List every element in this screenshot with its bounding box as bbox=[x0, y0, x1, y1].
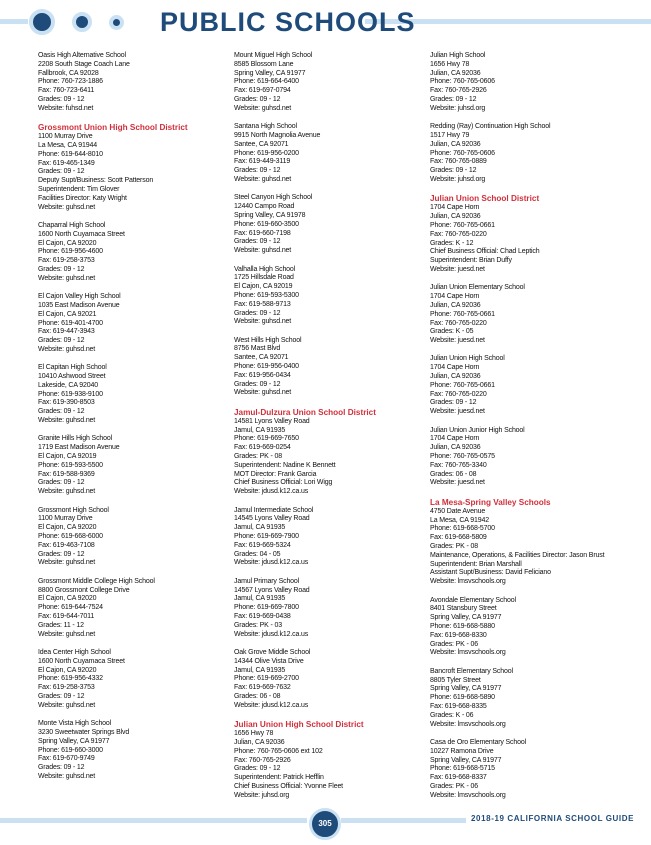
entry-line: Superintendent: Brian Duffy bbox=[430, 257, 512, 265]
entry-line: Jamul, CA 91935 bbox=[234, 666, 286, 674]
school-entry bbox=[234, 194, 419, 256]
school-entry bbox=[430, 668, 620, 730]
entry-grades: Grades: 09 - 12 bbox=[430, 399, 477, 407]
entry-fax: Fax: 619-258-3753 bbox=[38, 257, 95, 265]
entry-grades: Grades: K - 06 bbox=[430, 711, 474, 719]
school-name: Redding (Ray) Continuation High School bbox=[430, 123, 551, 131]
entry-website: Website: juesd.net bbox=[430, 479, 485, 487]
entry-phone: Phone: 619-668-5715 bbox=[430, 765, 495, 773]
entry-line: 1656 Hwy 78 bbox=[430, 60, 470, 68]
school-name: Julian Union High School bbox=[430, 355, 505, 363]
entry-line: Spring Valley, CA 91977 bbox=[430, 756, 502, 764]
entry-fax: Fax: 619-390-8503 bbox=[38, 399, 95, 407]
entry-line: 14567 Lyons Valley Road bbox=[234, 586, 310, 594]
footer-rule-left bbox=[0, 818, 307, 823]
entry-website: Website: guhsd.net bbox=[234, 389, 292, 397]
entry-line: 14344 Olive Vista Drive bbox=[234, 657, 304, 665]
entry-grades: Grades: 09 - 12 bbox=[38, 479, 85, 487]
entry-website: Website: guhsd.net bbox=[38, 417, 96, 425]
entry-line: 1035 East Madison Avenue bbox=[38, 301, 120, 309]
school-name: El Cajon Valley High School bbox=[38, 293, 121, 301]
entry-line: Julian, CA 92036 bbox=[430, 140, 481, 148]
entry-grades: Grades: 09 - 12 bbox=[234, 167, 281, 175]
entry-line: Chief Business Official: Chad Leptich bbox=[430, 248, 540, 256]
entry-website: Website: lmsvschools.org bbox=[430, 720, 506, 728]
entry-line: 3230 Sweetwater Springs Blvd bbox=[38, 728, 130, 736]
entry-grades: Grades: 09 - 12 bbox=[38, 95, 85, 103]
entry-fax: Fax: 619-644-7011 bbox=[38, 612, 95, 620]
entry-grades: Grades: PK - 08 bbox=[234, 453, 282, 461]
entry-website: Website: guhsd.net bbox=[234, 318, 292, 326]
entry-phone: Phone: 760-765-0606 ext 102 bbox=[234, 747, 323, 755]
entry-website: Website: guhsd.net bbox=[38, 701, 96, 709]
entry-website: Website: juhsd.org bbox=[430, 104, 486, 112]
entry-line: Superintendent: Tim Glover bbox=[38, 185, 120, 193]
entry-line: 8800 Grossmont College Drive bbox=[38, 586, 130, 594]
entry-line: Chief Business Official: Yvonne Fleet bbox=[234, 782, 343, 790]
school-name: Valhalla High School bbox=[234, 265, 296, 273]
entry-line: Chief Business Official: Lori Wigg bbox=[234, 479, 333, 487]
entry-grades: Grades: 09 - 12 bbox=[38, 550, 85, 558]
page-footer bbox=[0, 808, 651, 838]
entry-website: Website: juhsd.org bbox=[430, 175, 486, 183]
entry-website: Website: guhsd.net bbox=[38, 274, 96, 282]
school-entry bbox=[234, 337, 419, 399]
entry-fax: Fax: 619-669-5324 bbox=[234, 541, 291, 549]
entry-grades: Grades: PK - 08 bbox=[430, 543, 478, 551]
entry-website: Website: jdusd.k12.ca.us bbox=[234, 488, 309, 496]
district-entry bbox=[234, 720, 419, 800]
entry-website: Website: lmsvschools.org bbox=[430, 791, 506, 799]
entry-website: Website: guhsd.net bbox=[38, 345, 96, 353]
entry-grades: Grades: 06 - 08 bbox=[430, 470, 477, 478]
school-name: Chaparral High School bbox=[38, 221, 106, 229]
header-dot-medium bbox=[72, 12, 92, 32]
header-dot-large bbox=[29, 9, 55, 35]
entry-line: 1704 Cape Horn bbox=[430, 364, 480, 372]
district-name: Julian Union High School District bbox=[234, 720, 364, 730]
entry-phone: Phone: 760-765-0575 bbox=[430, 453, 495, 461]
entry-line: 2208 South Stage Coach Lane bbox=[38, 60, 130, 68]
entry-fax: Fax: 619-697-0794 bbox=[234, 87, 291, 95]
school-entry bbox=[38, 52, 223, 114]
entry-fax: Fax: 760-765-2926 bbox=[430, 87, 487, 95]
entry-line: 12440 Campo Road bbox=[234, 203, 295, 211]
entry-fax: Fax: 760-765-0889 bbox=[430, 158, 487, 166]
entry-line: Spring Valley, CA 91977 bbox=[38, 737, 110, 745]
entry-line: Spring Valley, CA 91977 bbox=[430, 614, 502, 622]
entry-fax: Fax: 619-258-3753 bbox=[38, 684, 95, 692]
school-entry bbox=[430, 123, 620, 185]
entry-grades: Grades: 09 - 12 bbox=[38, 408, 85, 416]
entry-phone: Phone: 619-669-7900 bbox=[234, 533, 299, 541]
school-entry bbox=[38, 578, 223, 640]
entry-line: El Cajon, CA 92020 bbox=[38, 595, 97, 603]
school-entry bbox=[234, 507, 419, 569]
entry-line: Julian, CA 92036 bbox=[430, 301, 481, 309]
entry-phone: Phone: 619-660-3500 bbox=[234, 220, 299, 228]
entry-fax: Fax: 619-668-8330 bbox=[430, 631, 487, 639]
entry-phone: Phone: 619-669-7800 bbox=[234, 604, 299, 612]
entry-website: Website: guhsd.net bbox=[38, 772, 96, 780]
school-name: Casa de Oro Elementary School bbox=[430, 738, 527, 746]
school-name: Grossmont Middle College High School bbox=[38, 577, 155, 585]
entry-line: La Mesa, CA 91942 bbox=[430, 516, 489, 524]
entry-line: Julian, CA 92036 bbox=[430, 373, 481, 381]
school-entry bbox=[38, 720, 223, 782]
entry-phone: Phone: 760-765-0606 bbox=[430, 78, 495, 86]
entry-fax: Fax: 619-669-0438 bbox=[234, 612, 291, 620]
school-name: Julian High School bbox=[430, 52, 486, 59]
school-entry bbox=[234, 52, 419, 114]
school-entry bbox=[38, 222, 223, 284]
school-name: Oak Grove Middle School bbox=[234, 648, 311, 656]
entry-website: Website: juesd.net bbox=[430, 408, 485, 416]
entry-grades: Grades: 09 - 12 bbox=[38, 337, 85, 345]
entry-fax: Fax: 619-449-3119 bbox=[234, 158, 291, 166]
school-name: West Hills High School bbox=[234, 336, 302, 344]
entry-phone: Phone: 760-765-0606 bbox=[430, 149, 495, 157]
school-name: Idea Center High School bbox=[38, 648, 111, 656]
entry-grades: Grades: 09 - 12 bbox=[234, 95, 281, 103]
entry-phone: Phone: 619-668-5880 bbox=[430, 622, 495, 630]
entry-website: Website: guhsd.net bbox=[234, 175, 292, 183]
column-2 bbox=[234, 52, 419, 810]
school-entry bbox=[38, 435, 223, 497]
entry-line: Julian, CA 92036 bbox=[430, 69, 481, 77]
entry-line: 1704 Cape Horn bbox=[430, 293, 480, 301]
entry-phone: Phone: 619-669-7650 bbox=[234, 435, 299, 443]
school-name: Julian Union Elementary School bbox=[430, 284, 525, 292]
district-name: Julian Union School District bbox=[430, 194, 540, 204]
entry-line: Assistant Supt/Business: David Feliciano bbox=[430, 569, 551, 577]
entry-website: Website: guhsd.net bbox=[38, 630, 96, 638]
entry-grades: Grades: PK - 06 bbox=[430, 640, 478, 648]
school-name: Oasis High Alternative School bbox=[38, 52, 126, 59]
entry-line: Santee, CA 92071 bbox=[234, 140, 289, 148]
entry-fax: Fax: 619-669-7632 bbox=[234, 684, 291, 692]
entry-phone: Phone: 619-956-4600 bbox=[38, 248, 103, 256]
entry-grades: Grades: PK - 03 bbox=[234, 621, 282, 629]
entry-website: Website: jdusd.k12.ca.us bbox=[234, 559, 309, 567]
school-entry bbox=[430, 739, 620, 801]
district-entry bbox=[38, 123, 223, 212]
entry-phone: Phone: 760-723-1886 bbox=[38, 78, 103, 86]
entry-phone: Phone: 619-956-0400 bbox=[234, 363, 299, 371]
school-name: Julian Union Junior High School bbox=[430, 426, 525, 434]
entry-grades: Grades: 06 - 08 bbox=[234, 692, 281, 700]
school-name: El Capitan High School bbox=[38, 364, 107, 372]
entry-line: 1656 Hwy 78 bbox=[234, 730, 274, 738]
entry-phone: Phone: 760-765-0661 bbox=[430, 310, 495, 318]
entry-fax: Fax: 760-765-0220 bbox=[430, 390, 487, 398]
entry-line: 1100 Murray Drive bbox=[38, 133, 93, 141]
school-entry bbox=[234, 266, 419, 328]
entry-line: 14581 Lyons Valley Road bbox=[234, 417, 310, 425]
entry-fax: Fax: 619-447-3943 bbox=[38, 328, 95, 336]
district-name: La Mesa-Spring Valley Schools bbox=[430, 497, 551, 507]
entry-line: Fallbrook, CA 92028 bbox=[38, 69, 99, 77]
school-entry bbox=[38, 507, 223, 569]
entry-website: Website: lmsvschools.org bbox=[430, 578, 506, 586]
entry-website: Website: guhsd.net bbox=[234, 247, 292, 255]
entry-phone: Phone: 619-956-0200 bbox=[234, 149, 299, 157]
entry-phone: Phone: 619-664-6400 bbox=[234, 78, 299, 86]
entry-line: 4750 Date Avenue bbox=[430, 507, 486, 515]
school-name: Grossmont High School bbox=[38, 506, 109, 514]
entry-fax: Fax: 619-670-9749 bbox=[38, 755, 95, 763]
school-entry bbox=[234, 649, 419, 711]
entry-grades: Grades: K - 12 bbox=[430, 239, 474, 247]
page-title: PUBLIC SCHOOLS bbox=[160, 7, 416, 37]
header-dot-small bbox=[109, 15, 124, 30]
entry-website: Website: guhsd.net bbox=[38, 203, 96, 211]
entry-line: 1719 East Madison Avenue bbox=[38, 444, 120, 452]
entry-line: 1704 Cape Horn bbox=[430, 204, 480, 212]
entry-fax: Fax: 760-723-6411 bbox=[38, 87, 95, 95]
entry-fax: Fax: 760-765-0220 bbox=[430, 230, 487, 238]
school-entry bbox=[234, 123, 419, 185]
entry-line: Deputy Supt/Business: Scott Patterson bbox=[38, 177, 154, 185]
school-entry bbox=[430, 597, 620, 659]
entry-website: Website: guhsd.net bbox=[38, 559, 96, 567]
entry-line: 8805 Tyler Street bbox=[430, 676, 481, 684]
entry-website: Website: fuhsd.net bbox=[38, 104, 94, 112]
school-name: Bancroft Elementary School bbox=[430, 667, 513, 675]
school-entry bbox=[430, 427, 620, 489]
entry-phone: Phone: 619-644-8010 bbox=[38, 150, 103, 158]
entry-grades: Grades: K - 05 bbox=[430, 328, 474, 336]
district-name: Jamul-Dulzura Union School District bbox=[234, 407, 376, 417]
school-entry bbox=[234, 578, 419, 640]
entry-line: Superintendent: Nadine K Bennett bbox=[234, 461, 336, 469]
school-name: Jamul Primary School bbox=[234, 577, 300, 585]
entry-line: Julian, CA 92036 bbox=[234, 738, 285, 746]
entry-website: Website: guhsd.net bbox=[38, 488, 96, 496]
entry-grades: Grades: 09 - 12 bbox=[234, 309, 281, 317]
entry-line: El Cajon, CA 92021 bbox=[38, 310, 97, 318]
entry-phone: Phone: 619-593-5300 bbox=[234, 291, 299, 299]
entry-phone: Phone: 619-956-4332 bbox=[38, 675, 103, 683]
district-entry bbox=[234, 408, 419, 497]
entry-fax: Fax: 619-668-8337 bbox=[430, 774, 487, 782]
page-number: 305 bbox=[309, 808, 341, 840]
entry-grades: Grades: 11 - 12 bbox=[38, 621, 84, 629]
entry-phone: Phone: 619-401-4700 bbox=[38, 319, 103, 327]
entry-line: Spring Valley, CA 91977 bbox=[430, 685, 502, 693]
school-entry bbox=[430, 355, 620, 417]
entry-grades: Grades: 09 - 12 bbox=[430, 95, 477, 103]
entry-website: Website: juhsd.org bbox=[234, 791, 290, 799]
entry-line: 14545 Lyons Valley Road bbox=[234, 515, 310, 523]
entry-line: Santee, CA 92071 bbox=[234, 354, 289, 362]
entry-fax: Fax: 760-765-2926 bbox=[234, 756, 291, 764]
entry-line: Julian, CA 92036 bbox=[430, 444, 481, 452]
entry-grades: Grades: 09 - 12 bbox=[38, 764, 85, 772]
entry-phone: Phone: 760-765-0661 bbox=[430, 221, 495, 229]
entry-fax: Fax: 619-588-9369 bbox=[38, 470, 95, 478]
entry-line: 10410 Ashwood Street bbox=[38, 373, 106, 381]
entry-line: Jamul, CA 91935 bbox=[234, 595, 286, 603]
entry-line: MOT Director: Frank Garcia bbox=[234, 470, 317, 478]
entry-line: Maintenance, Operations, & Facilities Director: Jason Brust bbox=[430, 551, 605, 559]
entry-website: Website: jdusd.k12.ca.us bbox=[234, 630, 309, 638]
entry-grades: Grades: 09 - 12 bbox=[38, 265, 85, 273]
entry-line: La Mesa, CA 91944 bbox=[38, 141, 97, 149]
entry-line: Superintendent: Brian Marshall bbox=[430, 560, 522, 568]
entry-line: 8756 Mast Blvd bbox=[234, 345, 281, 353]
entry-line: Jamul, CA 91935 bbox=[234, 524, 286, 532]
entry-line: El Cajon, CA 92019 bbox=[234, 283, 293, 291]
school-name: Granite Hills High School bbox=[38, 435, 113, 443]
entry-website: Website: lmsvschools.org bbox=[430, 649, 506, 657]
footer-rule-right bbox=[341, 818, 466, 823]
entry-line: 8585 Blossom Lane bbox=[234, 60, 294, 68]
entry-fax: Fax: 619-588-9713 bbox=[234, 300, 291, 308]
column-3 bbox=[430, 52, 620, 810]
entry-line: Jamul, CA 91935 bbox=[234, 426, 286, 434]
entry-line: 1600 North Cuyamaca Street bbox=[38, 657, 125, 665]
school-name: Jamul Intermediate School bbox=[234, 506, 314, 514]
entry-fax: Fax: 619-463-7108 bbox=[38, 541, 95, 549]
header-rule-left bbox=[0, 19, 28, 24]
school-entry bbox=[38, 364, 223, 426]
entry-line: Spring Valley, CA 91977 bbox=[234, 69, 306, 77]
entry-fax: Fax: 619-465-1349 bbox=[38, 159, 95, 167]
entry-line: Lakeside, CA 92040 bbox=[38, 381, 98, 389]
entry-fax: Fax: 619-660-7198 bbox=[234, 229, 291, 237]
entry-line: El Cajon, CA 92020 bbox=[38, 524, 97, 532]
entry-line: 1600 North Cuyamaca Street bbox=[38, 230, 125, 238]
entry-phone: Phone: 619-668-6000 bbox=[38, 533, 103, 541]
entry-grades: Grades: 04 - 05 bbox=[234, 550, 281, 558]
entry-phone: Phone: 619-668-5700 bbox=[430, 525, 495, 533]
entry-phone: Phone: 619-938-9100 bbox=[38, 390, 103, 398]
entry-phone: Phone: 619-660-3000 bbox=[38, 746, 103, 754]
column-1 bbox=[38, 52, 223, 791]
entry-phone: Phone: 760-765-0661 bbox=[430, 381, 495, 389]
school-name: Avondale Elementary School bbox=[430, 596, 516, 604]
entry-grades: Grades: 09 - 12 bbox=[234, 765, 281, 773]
entry-fax: Fax: 760-765-0220 bbox=[430, 319, 487, 327]
entry-website: Website: jdusd.k12.ca.us bbox=[234, 701, 309, 709]
school-entry bbox=[38, 293, 223, 355]
entry-line: El Cajon, CA 92020 bbox=[38, 239, 97, 247]
school-entry bbox=[430, 52, 620, 114]
entry-phone: Phone: 619-668-5890 bbox=[430, 694, 495, 702]
school-name: Santana High School bbox=[234, 123, 297, 131]
entry-grades: Grades: 09 - 12 bbox=[38, 692, 85, 700]
entry-line: 9915 North Magnolia Avenue bbox=[234, 131, 321, 139]
school-name: Monte Vista High School bbox=[38, 720, 112, 728]
entry-grades: Grades: 09 - 12 bbox=[430, 167, 477, 175]
page-header bbox=[0, 0, 651, 48]
entry-website: Website: guhsd.net bbox=[234, 104, 292, 112]
entry-website: Website: juesd.net bbox=[430, 265, 485, 273]
entry-line: 1100 Murray Drive bbox=[38, 515, 93, 523]
entry-grades: Grades: 09 - 12 bbox=[234, 238, 281, 246]
entry-line: Spring Valley, CA 91978 bbox=[234, 211, 306, 219]
entry-fax: Fax: 619-668-5809 bbox=[430, 534, 487, 542]
district-entry bbox=[430, 498, 620, 587]
entry-line: 10227 Ramona Drive bbox=[430, 747, 494, 755]
entry-fax: Fax: 619-668-8335 bbox=[430, 702, 487, 710]
school-name: Mount Miguel High School bbox=[234, 52, 313, 59]
entry-line: 8401 Stansbury Street bbox=[430, 605, 497, 613]
entry-phone: Phone: 619-593-5500 bbox=[38, 461, 103, 469]
entry-line: Facilities Director: Katy Wright bbox=[38, 194, 127, 202]
entry-line: El Cajon, CA 92019 bbox=[38, 453, 97, 461]
entry-grades: Grades: 09 - 12 bbox=[38, 168, 85, 176]
entry-fax: Fax: 619-669-0254 bbox=[234, 444, 291, 452]
entry-fax: Fax: 760-765-3340 bbox=[430, 461, 487, 469]
guide-title: 2018-19 CALIFORNIA SCHOOL GUIDE bbox=[471, 814, 635, 823]
district-entry bbox=[430, 194, 620, 274]
entry-fax: Fax: 619-956-0434 bbox=[234, 371, 291, 379]
district-name: Grossmont Union High School District bbox=[38, 123, 188, 133]
school-name: Steel Canyon High School bbox=[234, 194, 313, 202]
entry-line: 1725 Hillsdale Road bbox=[234, 274, 294, 282]
school-entry bbox=[38, 649, 223, 711]
entry-line: 1517 Hwy 79 bbox=[430, 131, 470, 139]
school-entry bbox=[430, 284, 620, 346]
entry-phone: Phone: 619-669-2700 bbox=[234, 675, 299, 683]
entry-line: Julian, CA 92036 bbox=[430, 213, 481, 221]
entry-line: 1704 Cape Horn bbox=[430, 435, 480, 443]
entry-grades: Grades: PK - 06 bbox=[430, 782, 478, 790]
entry-line: El Cajon, CA 92020 bbox=[38, 666, 97, 674]
entry-line: Superintendent: Patrick Hefflin bbox=[234, 774, 324, 782]
entry-website: Website: juesd.net bbox=[430, 337, 485, 345]
entry-phone: Phone: 619-644-7524 bbox=[38, 604, 103, 612]
entry-grades: Grades: 09 - 12 bbox=[234, 380, 281, 388]
